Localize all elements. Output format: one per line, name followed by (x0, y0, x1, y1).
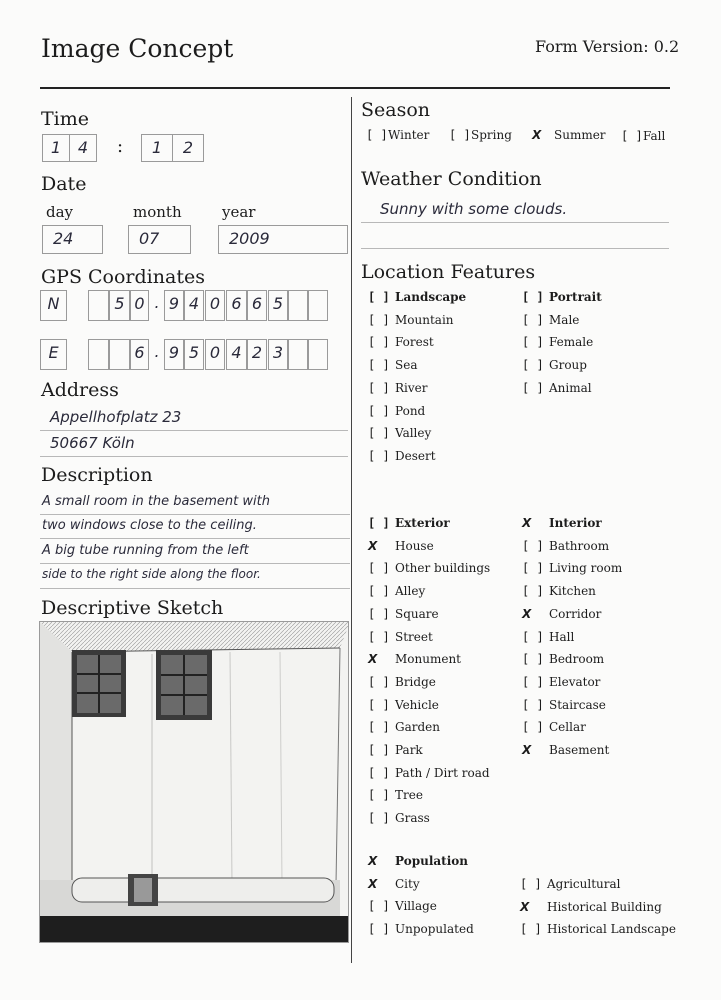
option-animal[interactable]: [ ] Animal (522, 380, 592, 395)
category-landscape[interactable]: [ ] Landscape (368, 290, 467, 304)
checkbox[interactable]: [ ] (522, 335, 544, 350)
checkbox[interactable]: [ ] (368, 788, 390, 803)
checkbox-checked[interactable]: X (368, 876, 378, 891)
gps-lon-digit-cell[interactable] (109, 339, 130, 370)
time-hour-ones[interactable]: 4 (69, 134, 97, 162)
gps-lon-digit-cell[interactable]: 3 (268, 339, 288, 370)
checkbox[interactable]: [ ] (522, 290, 544, 304)
option-garden[interactable]: [ ] Garden (368, 720, 440, 735)
checkbox[interactable]: [ ] (368, 674, 390, 689)
time-label: Time (41, 108, 90, 130)
option-mountain[interactable]: [ ] Mountain (368, 312, 454, 327)
checkbox-checked[interactable]: X (368, 854, 378, 868)
checkbox[interactable]: [ ] (368, 335, 390, 350)
checkbox-checked[interactable]: X (522, 606, 532, 621)
gps-label: GPS Coordinates (41, 266, 205, 288)
option-street[interactable]: [ ] Street (368, 629, 433, 644)
option-house[interactable]: X House (368, 538, 434, 553)
checkbox[interactable]: [ ] (368, 561, 390, 576)
day-label: day (46, 203, 74, 221)
option-forest[interactable]: [ ] Forest (368, 335, 434, 350)
checkbox[interactable]: [ ] (368, 697, 390, 712)
checkbox[interactable]: [ ] (522, 561, 544, 576)
month-field[interactable]: 07 (128, 225, 191, 254)
option-monument[interactable]: X Monument (368, 652, 461, 667)
checkbox[interactable]: [ ] (368, 811, 390, 826)
address-label: Address (41, 379, 119, 401)
address-rule-2 (40, 456, 348, 457)
weather-value[interactable]: Sunny with some clouds. (380, 200, 568, 218)
form-title: Image Concept (41, 34, 234, 63)
checkbox[interactable]: [ ] (368, 584, 390, 599)
checkbox[interactable]: [ ] (368, 358, 390, 373)
checkbox[interactable]: [ ] (368, 448, 390, 463)
gps-lat-digit-cell[interactable]: 4 (184, 290, 204, 321)
gps-lat-digit-cell[interactable] (288, 290, 308, 321)
option-other-buildings[interactable]: [ ] Other buildings (368, 561, 491, 576)
checkbox[interactable]: [ ] (522, 312, 544, 327)
option-pond[interactable]: [ ] Pond (368, 403, 426, 418)
checkbox[interactable]: [ ] (368, 403, 390, 418)
option-corridor[interactable]: X Corridor (522, 606, 602, 621)
checkbox[interactable]: [ ] (522, 720, 544, 735)
description-rule-3 (40, 563, 350, 564)
category-interior[interactable]: X Interior (522, 516, 602, 530)
season-option-spring[interactable]: [ ]Spring (449, 128, 512, 142)
option-staircase[interactable]: [ ] Staircase (522, 697, 606, 712)
description-line-3[interactable]: A big tube running from the left (42, 543, 249, 558)
season-option-fall[interactable]: [ ]Fall (621, 129, 666, 143)
location-features-label: Location Features (361, 261, 536, 283)
gps-lat-digit-cell[interactable]: . (154, 293, 160, 312)
day-field[interactable]: 24 (42, 225, 103, 254)
checkbox[interactable]: [ ] (368, 516, 390, 530)
season-option-summer[interactable]: X Summer (532, 128, 606, 142)
gps-lon-digit-cell[interactable]: 6 (130, 339, 149, 370)
checkbox[interactable]: [ ] (366, 128, 388, 142)
gps-lat-digit-cell[interactable]: 6 (247, 290, 267, 321)
checkbox[interactable]: [ ] (522, 584, 544, 599)
option-bathroom[interactable]: [ ] Bathroom (522, 538, 610, 553)
option-park[interactable]: [ ] Park (368, 743, 423, 757)
gps-lon-digit-cell[interactable]: 9 (164, 339, 184, 370)
option-female[interactable]: [ ] Female (522, 335, 594, 350)
gps-lat-digit-cell[interactable]: 0 (205, 290, 225, 321)
checkbox[interactable]: [ ] (522, 652, 544, 667)
checkbox[interactable]: [ ] (368, 921, 390, 936)
gps-lon-digit-cell[interactable]: 4 (226, 339, 247, 370)
option-bridge[interactable]: [ ] Bridge (368, 674, 436, 689)
option-tree[interactable]: [ ] Tree (368, 788, 423, 803)
checkbox[interactable]: [ ] (368, 629, 390, 644)
description-line-2[interactable]: two windows close to the ceiling. (42, 518, 257, 533)
checkbox-checked[interactable]: X (368, 652, 378, 667)
checkbox[interactable]: [ ] (522, 358, 544, 373)
season-option-winter[interactable]: [ ]Winter (366, 128, 430, 142)
option-desert[interactable]: [ ] Desert (368, 448, 436, 463)
description-rule-4 (40, 588, 350, 589)
description-line-1[interactable]: A small room in the basement with (42, 494, 270, 509)
gps-lon-digit-cell[interactable]: 2 (247, 339, 267, 370)
gps-lat-digit-cell[interactable]: 5 (268, 290, 288, 321)
gps-lon-digit-cell[interactable] (288, 339, 308, 370)
option-valley[interactable]: [ ] Valley (368, 426, 432, 441)
checkbox[interactable]: [ ] (368, 765, 390, 780)
checkbox[interactable]: [ ] (368, 290, 390, 304)
gps-lon-digit-cell[interactable]: . (154, 342, 160, 361)
weather-rule-2 (361, 248, 669, 249)
checkbox[interactable]: [ ] (449, 128, 471, 142)
option-living-room[interactable]: [ ] Living room (522, 561, 623, 576)
sketch-area[interactable] (39, 621, 349, 943)
option-grass[interactable]: [ ] Grass (368, 811, 430, 826)
gps-lat-digit-cell[interactable] (88, 290, 109, 321)
date-label: Date (41, 173, 87, 195)
option-village[interactable]: [ ] Village (368, 899, 437, 913)
time-separator: : (117, 136, 124, 157)
checkbox-checked[interactable]: X (522, 743, 532, 757)
option-group[interactable]: [ ] Group (522, 358, 587, 373)
column-divider (351, 97, 352, 963)
weather-rule-1 (361, 222, 669, 223)
gps-lon-digit-cell[interactable] (308, 339, 328, 370)
option-historical-landscape[interactable]: [ ] Historical Landscape (520, 922, 676, 936)
header-divider (40, 87, 670, 89)
checkbox[interactable]: [ ] (522, 674, 544, 689)
category-exterior[interactable]: [ ] Exterior (368, 516, 450, 530)
option-cellar[interactable]: [ ] Cellar (522, 720, 586, 735)
description-rule-1 (40, 514, 350, 515)
address-line-1[interactable]: Appellhofplatz 23 (50, 408, 182, 426)
checkbox[interactable]: [ ] (522, 629, 544, 644)
checkbox[interactable]: [ ] (368, 606, 390, 621)
checkbox-checked[interactable]: X (532, 128, 542, 142)
month-label: month (133, 203, 182, 221)
gps-lat-digit-cell[interactable] (308, 290, 328, 321)
option-bedroom[interactable]: [ ] Bedroom (522, 652, 605, 667)
weather-label: Weather Condition (361, 168, 542, 190)
gps-lat-digit-cell[interactable]: 0 (130, 290, 149, 321)
option-vehicle[interactable]: [ ] Vehicle (368, 697, 439, 712)
checkbox[interactable]: [ ] (522, 380, 544, 395)
checkbox[interactable]: [ ] (368, 899, 390, 913)
checkbox[interactable]: [ ] (520, 877, 542, 891)
address-line-2[interactable]: 50667 Köln (50, 434, 135, 452)
year-field[interactable]: 2009 (218, 225, 348, 254)
option-elevator[interactable]: [ ] Elevator (522, 674, 601, 689)
description-label: Description (41, 464, 153, 486)
room-sketch-drawing (40, 622, 349, 943)
description-line-4[interactable]: side to the right side along the floor. (42, 567, 261, 581)
checkbox[interactable]: [ ] (368, 426, 390, 441)
gps-lat-direction[interactable]: N (40, 290, 67, 321)
gps-lon-direction[interactable]: E (40, 339, 67, 370)
checkbox-checked[interactable]: X (368, 538, 378, 553)
gps-lat-digit-cell[interactable]: 9 (164, 290, 184, 321)
checkbox-checked[interactable]: X (520, 899, 530, 914)
time-minute-ones[interactable]: 2 (172, 134, 204, 162)
checkbox[interactable]: [ ] (368, 380, 390, 395)
option-city[interactable]: X City (368, 876, 420, 891)
option-historical-building[interactable]: X Historical Building (520, 899, 662, 914)
option-male[interactable]: [ ] Male (522, 312, 580, 327)
option-square[interactable]: [ ] Square (368, 606, 439, 621)
form-version: Form Version: 0.2 (535, 37, 680, 56)
season-label: Season (361, 99, 431, 121)
time-hour-tens[interactable]: 1 (42, 134, 70, 162)
option-path-dirt-road[interactable]: [ ] Path / Dirt road (368, 765, 490, 780)
checkbox[interactable]: [ ] (368, 720, 390, 735)
checkbox[interactable]: [ ] (621, 129, 643, 143)
checkbox[interactable]: [ ] (368, 312, 390, 327)
option-unpopulated[interactable]: [ ] Unpopulated (368, 921, 474, 936)
category-portrait[interactable]: [ ] Portrait (522, 290, 602, 304)
gps-lat-digit-cell[interactable]: 5 (109, 290, 130, 321)
option-river[interactable]: [ ] River (368, 380, 428, 395)
option-hall[interactable]: [ ] Hall (522, 629, 575, 644)
sketch-label: Descriptive Sketch (41, 597, 224, 619)
option-kitchen[interactable]: [ ] Kitchen (522, 584, 596, 599)
address-rule-1 (40, 430, 348, 431)
option-sea[interactable]: [ ] Sea (368, 358, 418, 373)
option-alley[interactable]: [ ] Alley (368, 584, 426, 599)
gps-lon-digit-cell[interactable] (88, 339, 109, 370)
checkbox[interactable]: [ ] (522, 538, 544, 553)
description-rule-2 (40, 538, 350, 539)
checkbox-checked[interactable]: X (522, 516, 532, 530)
checkbox[interactable]: [ ] (522, 697, 544, 712)
checkbox[interactable]: [ ] (520, 922, 542, 936)
time-minute-tens[interactable]: 1 (141, 134, 173, 162)
gps-lat-digit-cell[interactable]: 6 (226, 290, 247, 321)
gps-lon-digit-cell[interactable]: 0 (205, 339, 225, 370)
option-agricultural[interactable]: [ ] Agricultural (520, 877, 621, 891)
category-population[interactable]: X Population (368, 854, 468, 868)
year-label: year (222, 203, 256, 221)
option-basement[interactable]: X Basement (522, 743, 610, 757)
gps-lon-digit-cell[interactable]: 5 (184, 339, 204, 370)
checkbox[interactable]: [ ] (368, 743, 390, 757)
